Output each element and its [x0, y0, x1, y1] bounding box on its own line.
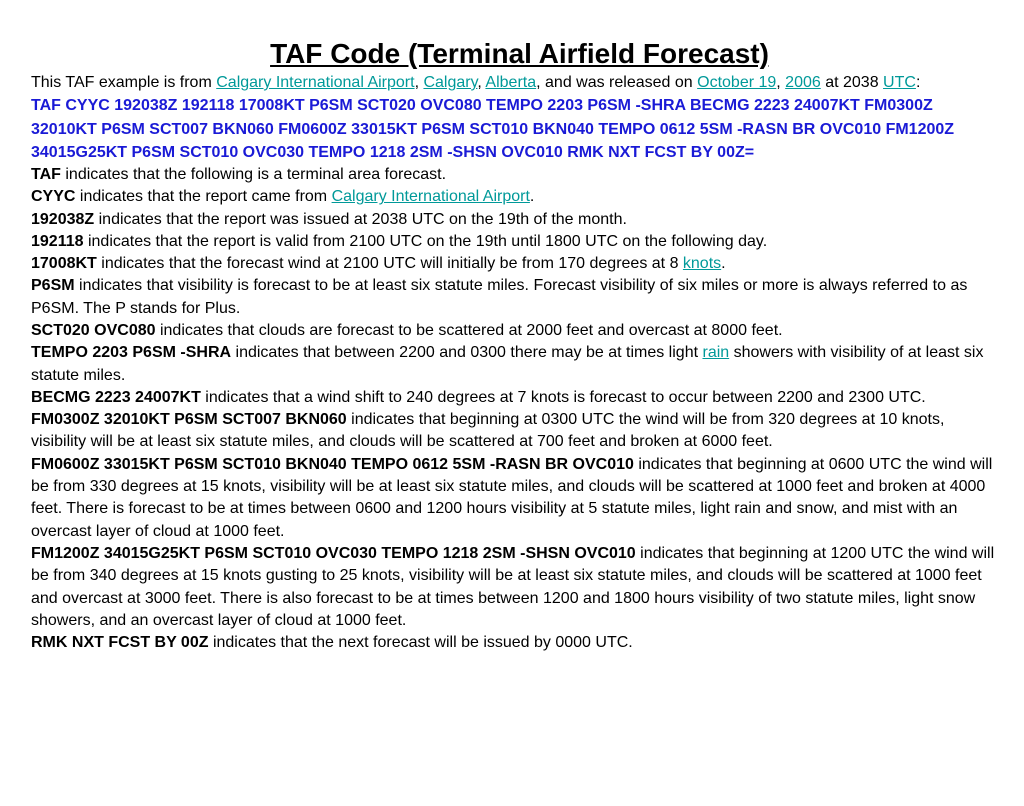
entry-description: indicates that clouds are forecast to be scattered at 2000 feet and overcast at 8000 feet. [155, 321, 783, 339]
entry-valid [31, 231, 1000, 253]
entry-description: indicates that the report came from [75, 188, 332, 206]
entry-becmg [31, 387, 1000, 409]
entry-description: indicates that the report was issued at 2038 UTC on the 19th of the month. [94, 210, 627, 228]
content-body [31, 72, 1000, 654]
intro-paragraph [31, 72, 1000, 94]
entry-term: TAF [31, 165, 61, 183]
entry-wind [31, 253, 1000, 275]
entry-description: indicates that visibility is forecast to be at least six statute miles. Forecast visibility of six miles or more is always referred to as P6SM. The P stands for Plus. [31, 277, 968, 317]
entry-term: FM1200Z 34015G25KT P6SM SCT010 OVC030 TEMPO 1218 2SM -SHSN OVC010 [31, 544, 636, 562]
entry-rmk [31, 632, 1000, 654]
entry-term: P6SM [31, 277, 75, 295]
link-alberta[interactable]: Alberta [485, 74, 537, 91]
link-2006[interactable]: 2006 [785, 74, 821, 91]
separator: , [776, 74, 786, 91]
entry-term: TEMPO 2203 P6SM -SHRA [31, 344, 232, 362]
entry-description: indicates that beginning at 1200 UTC the wind will be from 340 degrees at 15 knots gusting to 25 knots, visibility will be at least six statute miles, and clouds will be scattered at 1000 feet and overcast at 3000 feet. There is also forecast to be at times between 1200 and 1800 hours visibility of two statute miles, light snow showers, and an overcast layer of cloud at 1000 feet. [31, 544, 995, 629]
intro-text: at 2038 [820, 74, 884, 91]
link-calgary-international-airport-2[interactable]: Calgary International Airport [331, 188, 530, 206]
entry-term: 192038Z [31, 210, 95, 228]
link-october-19[interactable]: October 19 [697, 74, 777, 91]
entry-taf [31, 164, 1000, 186]
separator: , [477, 74, 486, 91]
entry-description: indicates that beginning at 0300 UTC the wind will be from 320 degrees at 10 knots, visibility will be at least six statute miles, and clouds will be scattered at 700 feet and broken at 6000 feet. [31, 411, 945, 451]
entry-term: 192118 [31, 232, 84, 250]
entry-description: indicates that a wind shift to 240 degrees at 7 knots is forecast to occur between 2200 and 2300 UTC. [200, 388, 926, 406]
entry-description: indicates that the report is valid from 2100 UTC on the 19th until 1800 UTC on the following day. [83, 232, 768, 250]
entry-fm0600 [31, 454, 1000, 543]
entry-fm1200 [31, 543, 1000, 632]
intro-text: : [915, 74, 921, 91]
entry-tempo [31, 342, 1000, 387]
entry-term: FM0600Z 33015KT P6SM SCT010 BKN040 TEMPO 0612 5SM -RASN BR OVC010 [31, 455, 634, 473]
entry-fm0300 [31, 409, 1000, 454]
entry-issued [31, 209, 1000, 231]
link-calgary-international-airport[interactable]: Calgary International Airport [216, 74, 415, 91]
entry-description: indicates that beginning at 0600 UTC the wind will be from 330 degrees at 15 knots, visibility will be at least six statute miles, and clouds will be scattered at 1000 feet and broken at 4000 feet. There is forecast to be at times between 0600 and 1200 hours visibility at 5 statute miles, light rain and snow, and mist with an overcast layer of cloud at 1000 feet. [31, 455, 993, 540]
entry-term: RMK NXT FCST BY 00Z [31, 634, 209, 652]
slide [0, 38, 1024, 806]
entry-description-end: showers with visibility of at least six statute miles. [31, 344, 984, 384]
taf-code-example: TAF CYYC 192038Z 192118 17008KT P6SM SCT020 OVC080 TEMPO 2203 P6SM -SHRA BECMG 2223 24007KT FM0300Z 32010KT P6SM SCT007 BKN060 FM0600Z 33015KT P6SM SCT010 BKN040 TEMPO 0612 5SM -RASN BR OVC010 FM1200Z 34015G25KT P6SM SCT010 OVC030 TEMPO 1218 2SM -SHSN OVC010 RMK NXT FCST BY 00Z= [31, 97, 955, 161]
separator: , [414, 74, 424, 91]
entry-term: CYYC [31, 188, 76, 206]
intro-text: , and was released on [536, 74, 698, 91]
entry-description-end: . [721, 255, 726, 273]
entry-term: BECMG 2223 24007KT [31, 388, 201, 406]
entry-cyyc [31, 186, 1000, 208]
entry-p6sm [31, 275, 1000, 320]
entry-clouds [31, 320, 1000, 342]
link-knots[interactable]: knots [682, 255, 722, 273]
link-calgary[interactable]: Calgary [423, 74, 478, 91]
page-title: TAF Code (Terminal Airfield Forecast) [270, 38, 769, 69]
entry-description: indicates that the next forecast will be issued by 0000 UTC. [208, 634, 633, 652]
link-rain[interactable]: rain [702, 344, 730, 362]
entry-description: indicates that between 2200 and 0300 there may be at times light [231, 344, 703, 362]
entry-description-end: . [529, 188, 535, 206]
entry-description: indicates that the following is a terminal area forecast. [60, 165, 447, 183]
link-utc[interactable]: UTC [883, 74, 916, 91]
entry-term: 17008KT [31, 255, 97, 273]
entry-term: FM0300Z 32010KT P6SM SCT007 BKN060 [31, 411, 347, 429]
entry-term: SCT020 OVC080 [31, 321, 156, 339]
entry-description: indicates that the forecast wind at 2100 UTC will initially be from 170 degrees at 8 [96, 255, 683, 273]
intro-text: This TAF example is from [31, 74, 217, 91]
